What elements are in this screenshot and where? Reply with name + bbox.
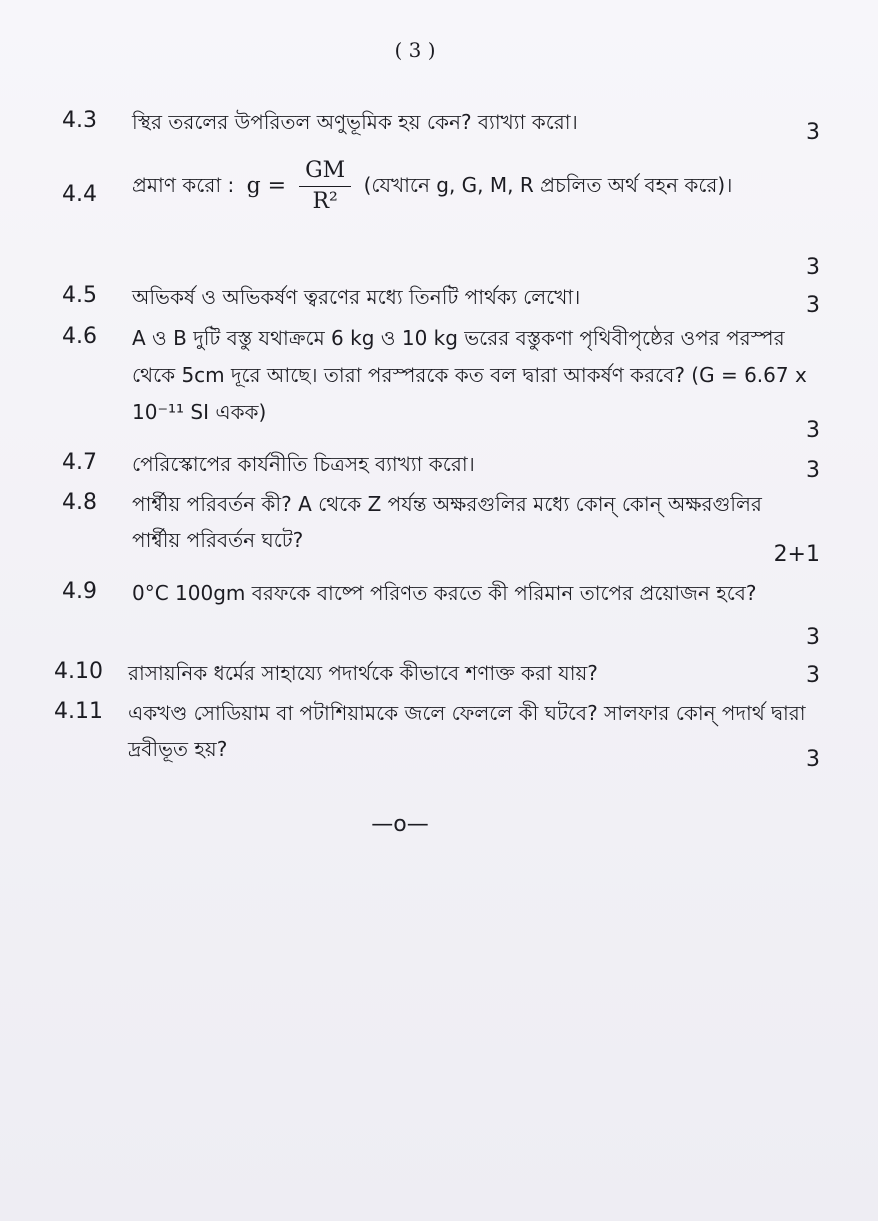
- question-number: 4.7: [62, 450, 97, 475]
- formula-lhs: g =: [246, 173, 287, 199]
- question-marks: 3: [806, 625, 820, 650]
- formula-fraction: [299, 156, 351, 217]
- question-number: 4.3: [62, 108, 97, 133]
- question-marks: 3: [806, 120, 820, 145]
- question-marks: 3: [806, 255, 820, 280]
- question-text: পার্শ্বীয় পরিবর্তন কী? A থেকে Z পর্যন্ত অক্ষরগুলির মধ্যে কোন্ কোন্ অক্ষরগুলির পার্শ্বীয় পরিবর্তন ঘটে?: [132, 492, 762, 552]
- question-number: 4.4: [62, 182, 97, 207]
- question-text: একখণ্ড সোডিয়াম বা পটাশিয়ামকে জলে ফেললে কী ঘটবে? সালফার কোন্ পদার্থ দ্বারা দ্রবীভূত হয়?: [128, 701, 806, 761]
- formula-numerator: GM: [299, 156, 351, 187]
- question-number: 4.10: [54, 659, 103, 684]
- question-text: 0°C 100gm বরফকে বাষ্পে পরিণত করতে কী পরিমান তাপের প্রয়োজন হবে?: [132, 581, 757, 605]
- page-number: ( 3 ): [394, 38, 436, 62]
- question-marks: 3: [806, 663, 820, 688]
- question-marks: 3: [806, 293, 820, 318]
- question-number: 4.11: [54, 699, 103, 724]
- question-text: অভিকর্ষ ও অভিকর্ষণ ত্বরণের মধ্যে তিনটি পার্থক্য লেখো।: [132, 285, 581, 309]
- question-marks: 3: [806, 458, 820, 483]
- question-text: পেরিস্কোপের কার্যনীতি চিত্রসহ ব্যাখ্যা করো।: [132, 452, 475, 476]
- question-number: 4.5: [62, 283, 97, 308]
- question-text: A ও B দুটি বস্তু যথাক্রমে 6 kg ও 10 kg ভরের বস্তুকণা পৃথিবীপৃষ্ঠের ওপর পরস্পর থেকে 5cm দূরে আছে। তারা পরস্পরকে কত বল দ্বারা আকর্ষণ করবে? (G = 6.67 x 10⁻¹¹ SI একক): [132, 326, 807, 424]
- gravity-formula: [247, 156, 352, 217]
- question-text-before: প্রমাণ করো :: [132, 173, 235, 197]
- question-marks: 2+1: [773, 542, 820, 567]
- question-text-after: (যেখানে g, G, M, R প্রচলিত অর্থ বহন করে)।: [363, 173, 733, 197]
- question-number: 4.9: [62, 579, 97, 604]
- question-text: স্থির তরলের উপরিতল অণুভূমিক হয় কেন? ব্যাখ্যা করো।: [132, 110, 578, 134]
- question-text: রাসায়নিক ধর্মের সাহায্যে পদার্থকে কীভাবে শণাক্ত করা যায়?: [128, 661, 598, 685]
- question-number: 4.6: [62, 324, 97, 349]
- question-number: 4.8: [62, 490, 97, 515]
- question-marks: 3: [806, 747, 820, 772]
- formula-denominator: R²: [312, 189, 338, 214]
- question-text: [132, 156, 817, 217]
- question-marks: 3: [806, 418, 820, 443]
- end-divider: —o—: [371, 812, 429, 837]
